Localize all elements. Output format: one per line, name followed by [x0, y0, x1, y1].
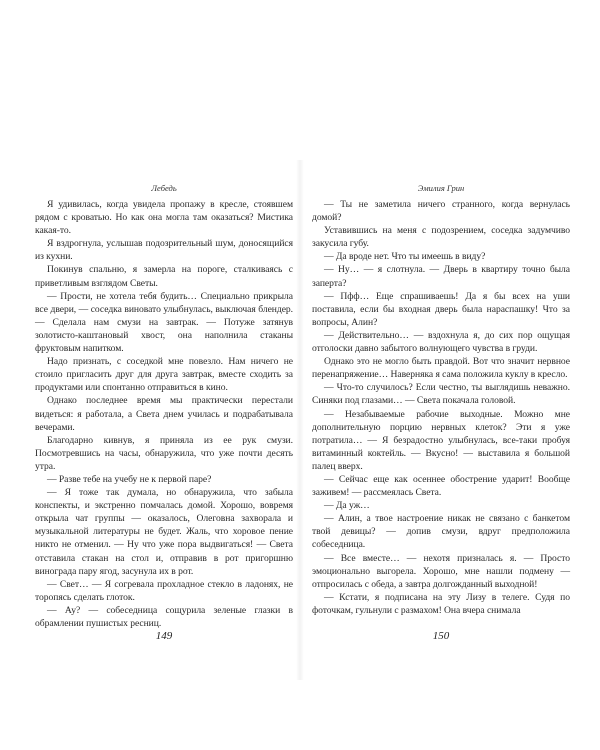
- paragraph: — Пфф… Еще спрашиваешь! Да я бы всех на уши поставила, если бы входная дверь была нараспашку! Что за вопросы, Алин?: [312, 290, 570, 328]
- paragraph: — Алин, а твое настроение никак не связано с банкетом твой девицы? — допив смузи, вдруг предположила собеседница.: [312, 513, 570, 551]
- paragraph: Я вздрогнула, услышав подозрительный шум, доносящийся из кухни.: [35, 238, 293, 263]
- paragraph: — Прости, не хотела тебя будить… Специально прикрыла все двери, — соседка виновато улыбнулась, выключая блендер. — Сделала нам смузи на завтрак. — Потуже затянув золотисто-каштановый хвост, она наполнила стаканы фруктовым напитком.: [35, 290, 293, 355]
- right-running-head: Эмилия Грин: [417, 183, 465, 193]
- paragraph: — Незабываемые рабочие выходные. Можно мне дополнительную порцию нервных клеток? Эти я уже потратила… — Я безрадостно улыбнулась, все-таки пробуя витаминный коктейль. — Вкусно! — выставила я большой палец вверх.: [312, 408, 570, 472]
- paragraph: — Ау? — собеседница сощурила зеленые глазки в обрамлении пушистых ресниц.: [35, 604, 293, 629]
- right-page: [312, 182, 570, 652]
- paragraph: — Сейчас еще как осеннее обострение ударит! Вообще заживем! — рассмеялась Света.: [312, 473, 570, 499]
- paragraph: — Ну… — я слотнула. — Дверь в квартиру точно была заперта?: [312, 264, 570, 289]
- paragraph: — Да уж…: [324, 500, 370, 512]
- paragraph: Надо признать, с соседкой мне повезло. Нам ничего не стоило пригласить друг для друга завтрак, вместе сходить за продуктами или спонтанно отправиться в кино.: [35, 356, 293, 394]
- paragraph: — Разве тебе на учебу не к первой паре?: [47, 473, 212, 485]
- book-gutter: [296, 160, 304, 680]
- paragraph: Уставившись на меня с подозрением, соседка задумчиво закусила губу.: [312, 225, 570, 250]
- paragraph: — Кстати, я подписана на эту Лизу в телеге. Судя по фоточкам, гульнули с размахом! Она вчера снимала: [312, 591, 570, 616]
- paragraph: Однако последнее время мы практически перестали видеться: я работала, а Света днем училась и подрабатывала вечерами.: [35, 395, 293, 433]
- paragraph: — Да вроде нет. Что ты имеешь в виду?: [324, 251, 486, 263]
- paragraph: — Я тоже так думала, но обнаружила, что забыла конспекты, и экстренно помчалась домой. Хорошо, вовремя открыла чат группы — оказалось, Олеговна захворала и музыкальной литературы не будет. Жаль, что хоровое пение никто не отменил. — Ну что уже пора выдвигаться! — Света отставила стакан на стол и, отправив в рот пригоршню винограда пару ягод, засунула их в рот.: [35, 487, 293, 577]
- paragraph: — Что-то случилось? Если честно, ты выглядишь неважно. Синяки под глазами… — Света покачала головой.: [312, 382, 570, 407]
- paragraph: Благодарно кивнув, я приняла из ее рук смузи. Посмотревшись на часы, обнаружила, что уже почти десять утра.: [35, 434, 293, 472]
- right-page-number: 150: [432, 630, 450, 642]
- paragraph: Однако это не могло быть правдой. Вот что значит нервное перенапряжение… Наверняка я сама положила куклу в кресло.: [312, 356, 570, 381]
- paragraph: — Ты не заметила ничего странного, когда вернулась домой?: [312, 199, 570, 224]
- left-running-head: Лебедь: [151, 183, 177, 193]
- paragraph: Покинув спальню, я замерла на пороге, сталкиваясь с приветливым взглядом Светы.: [35, 264, 293, 289]
- paragraph: — Действительно… — вздохнула я, до сих пор ощущая отголоски давно забытого волнующего чувства в груди.: [312, 329, 570, 355]
- paragraph: — Все вместе… — нехотя призналась я. — Просто эмоционально выгорела. Хорошо, мне нашли подмену — отпросилась с обеда, а завтра долгожданный выходной!: [312, 552, 570, 590]
- left-page-text: [35, 198, 293, 630]
- paragraph: — Свет… — Я согревала прохладное стекло в ладонях, не торопясь сделать глоток.: [35, 578, 293, 603]
- left-page-number: 149: [155, 630, 173, 642]
- paragraph: Я удивилась, когда увидела пропажу в кресле, стоявшем рядом с кроватью. Но как она могла там оказаться? Мистика какая-то.: [35, 199, 293, 237]
- right-page-text: [312, 198, 570, 617]
- left-page: [35, 182, 293, 652]
